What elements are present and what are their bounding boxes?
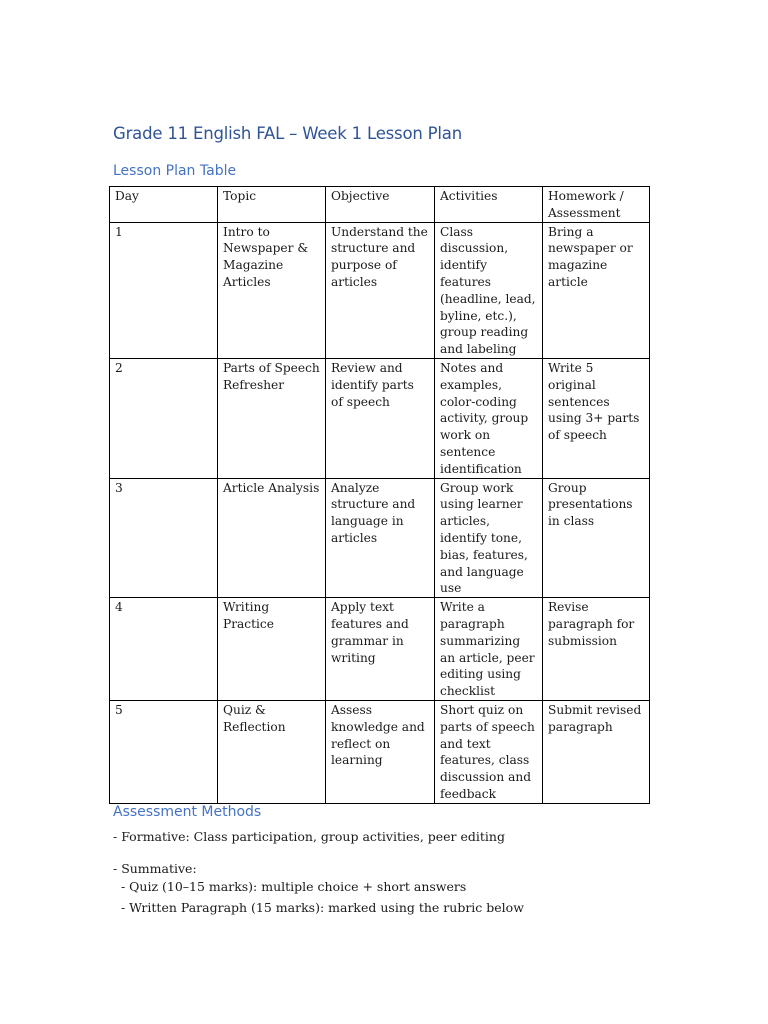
- table-row: [110, 598, 650, 701]
- cell-activities: Group work using learner articles, identify tone, bias, features, and language use: [435, 478, 543, 598]
- header-cell-objective: Objective: [326, 187, 435, 223]
- header-cell-day: Day: [110, 187, 218, 223]
- cell-activities: Notes and examples, color-coding activity, group work on sentence identification: [435, 358, 543, 478]
- cell-homework: Write 5 original sentences using 3+ parts of speech: [543, 358, 650, 478]
- cell-topic: Quiz & Reflection: [218, 700, 326, 803]
- cell-homework: Submit revised paragraph: [543, 700, 650, 803]
- cell-topic: Parts of Speech Refresher: [218, 358, 326, 478]
- lesson-plan-table: [109, 186, 650, 804]
- cell-homework: Revise paragraph for submission: [543, 598, 650, 701]
- table-row: [110, 222, 650, 358]
- cell-activities: Class discussion, identify features (headline, lead, byline, etc.), group reading and labeling: [435, 222, 543, 358]
- cell-topic: Article Analysis: [218, 478, 326, 598]
- table-row: [110, 700, 650, 803]
- header-cell-topic: Topic: [218, 187, 326, 223]
- cell-homework: Group presentations in class: [543, 478, 650, 598]
- header-cell-activities: Activities: [435, 187, 543, 223]
- cell-homework: Bring a newspaper or magazine article: [543, 222, 650, 358]
- cell-activities: Write a paragraph summarizing an article, peer editing using checklist: [435, 598, 543, 701]
- cell-objective: Review and identify parts of speech: [326, 358, 435, 478]
- cell-day: 2: [110, 358, 218, 478]
- cell-objective: Apply text features and grammar in writing: [326, 598, 435, 701]
- formative-text: - Formative: Class participation, group activities, peer editing: [113, 829, 505, 844]
- summative-item: - Written Paragraph (15 marks): marked using the rubric below: [113, 900, 524, 915]
- table-row: [110, 358, 650, 478]
- cell-objective: Assess knowledge and reflect on learning: [326, 700, 435, 803]
- cell-objective: Analyze structure and language in articles: [326, 478, 435, 598]
- cell-objective: Understand the structure and purpose of articles: [326, 222, 435, 358]
- cell-topic: Writing Practice: [218, 598, 326, 701]
- cell-day: 5: [110, 700, 218, 803]
- cell-day: 1: [110, 222, 218, 358]
- assessment-heading: Assessment Methods: [113, 804, 262, 820]
- table-header-row: [110, 187, 650, 223]
- cell-day: 4: [110, 598, 218, 701]
- cell-topic: Intro to Newspaper & Magazine Articles: [218, 222, 326, 358]
- summative-item: - Quiz (10–15 marks): multiple choice + short answers: [113, 879, 467, 894]
- table-heading: Lesson Plan Table: [113, 163, 237, 179]
- summative-text: - Summative:: [113, 861, 197, 876]
- cell-day: 3: [110, 478, 218, 598]
- cell-activities: Short quiz on parts of speech and text features, class discussion and feedback: [435, 700, 543, 803]
- header-cell-homework: Homework / Assessment: [543, 187, 650, 223]
- document-title: Grade 11 English FAL – Week 1 Lesson Plan: [113, 124, 462, 143]
- table-row: [110, 478, 650, 598]
